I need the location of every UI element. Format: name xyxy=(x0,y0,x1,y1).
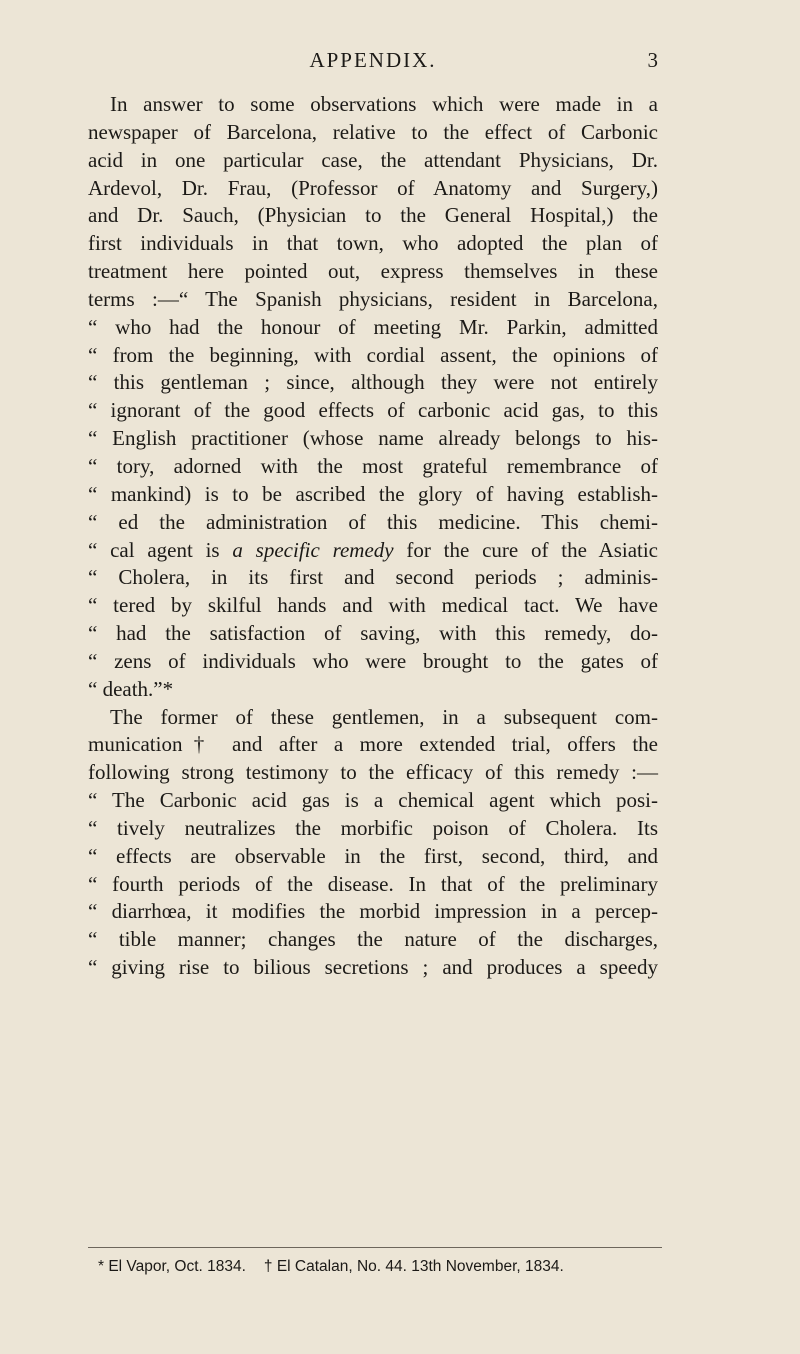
text-line: “ diarrhœa, it modifies the morbid impression in a percep- xyxy=(88,899,658,924)
text-line: newspaper of Barcelona, relative to the effect of Carbonic xyxy=(88,119,658,144)
text-line-with-italic xyxy=(88,537,658,565)
text-line: “ tively neutralizes the morbific poison of Cholera. Its xyxy=(88,815,658,840)
text-line: “ who had the honour of meeting Mr. Parkin, admitted xyxy=(88,314,658,339)
text-line-last: “ death.”* xyxy=(88,676,174,701)
text-line: “ effects are observable in the first, second, third, and xyxy=(88,843,658,868)
text-line: and Dr. Sauch, (Physician to the General Hospital,) the xyxy=(88,203,658,228)
italic-emphasis: a specific remedy xyxy=(232,537,394,562)
running-head xyxy=(88,48,658,74)
text-line: “ ignorant of the good effects of carbonic acid gas, to this xyxy=(88,398,658,423)
text-line: The former of these gentlemen, in a subsequent com- xyxy=(110,704,658,729)
text-line: “ had the satisfaction of saving, with this remedy, do- xyxy=(88,621,658,646)
footnote-el-catalan: † El Catalan, No. 44. 13th November, 1834. xyxy=(263,1258,564,1275)
text-line: “ giving rise to bilious secretions ; and produces a speedy xyxy=(88,955,658,980)
text-line: treatment here pointed out, express themselves in these xyxy=(88,259,658,284)
text-line: “ Cholera, in its first and second periods ; adminis- xyxy=(88,565,658,590)
page-number: 3 xyxy=(647,48,658,72)
text-line: “ zens of individuals who were brought to the gates of xyxy=(88,648,658,673)
text-line: “ tered by skilful hands and with medical tact. We have xyxy=(88,593,658,618)
footnote-rule xyxy=(88,1247,662,1248)
text-line: In answer to some observations which were made in a xyxy=(110,92,658,116)
running-head-title: APPENDIX. xyxy=(309,48,437,72)
text-line: following strong testimony to the efficacy of this remedy :— xyxy=(88,760,658,785)
text-line: “ fourth periods of the disease. In that of the preliminary xyxy=(88,871,658,896)
text-line: “ this gentleman ; since, although they were not entirely xyxy=(88,370,658,395)
footnote-el-vapor: * El Vapor, Oct. 1834. xyxy=(98,1258,246,1275)
text-line: first individuals in that town, who adopted the plan of xyxy=(88,231,658,256)
body-text xyxy=(88,91,658,982)
text-line: “ The Carbonic acid gas is a chemical agent which posi- xyxy=(88,788,658,813)
text-line: acid in one particular case, the attendant Physicians, Dr. xyxy=(88,147,658,172)
text-line: “ ed the administration of this medicine. This chemi- xyxy=(88,509,658,534)
footnotes xyxy=(98,1258,658,1276)
text-line: “ mankind) is to be ascribed the glory of having establish- xyxy=(88,481,658,506)
text-line: “ tible manner; changes the nature of the discharges, xyxy=(88,927,658,952)
text-line: “ tory, adorned with the most grateful remembrance of xyxy=(88,453,658,478)
text-run: “ cal agent is a specific remedy for the cure of the Asiatic xyxy=(88,537,659,562)
text-line: “ English practitioner (whose name already belongs to his- xyxy=(88,426,658,451)
text-line: Ardevol, Dr. Frau, (Professor of Anatomy and Surgery,) xyxy=(88,175,658,200)
text-line: munication† and after a more extended trial, offers the xyxy=(88,732,658,757)
text-line: “ from the beginning, with cordial assent, the opinions of xyxy=(88,342,658,367)
text-line: terms :—“ The Spanish physicians, resident in Barcelona, xyxy=(88,286,658,311)
